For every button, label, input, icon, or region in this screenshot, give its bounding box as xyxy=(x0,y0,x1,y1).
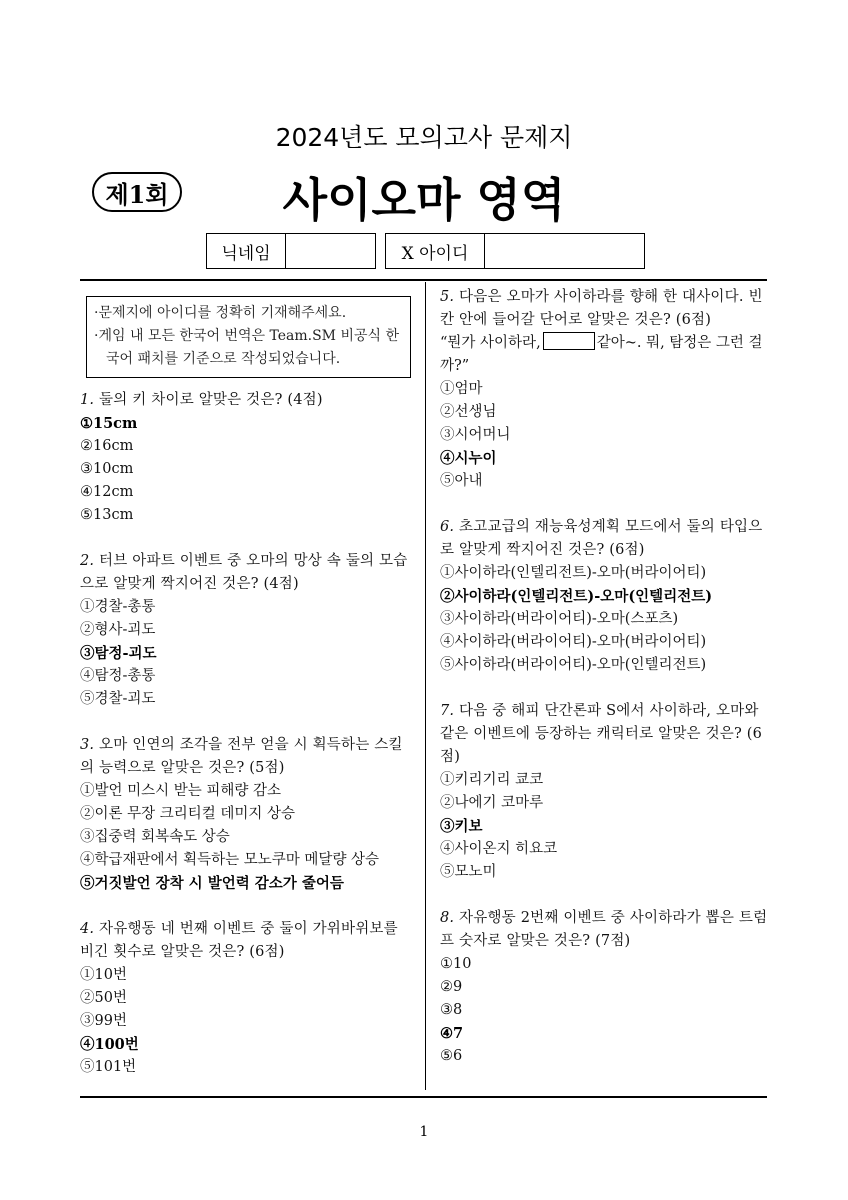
question-text: 터브 아파트 이벤트 중 오마의 망상 속 둘의 모습으로 알맞게 짝지어진 것은? (4점) xyxy=(80,553,408,592)
left-column xyxy=(80,389,410,1079)
question-5 xyxy=(440,286,770,493)
question-7 xyxy=(440,700,770,884)
answer-option: ①키리기리 쿄코 xyxy=(440,772,544,788)
question-stem xyxy=(440,700,770,769)
answer-option: ⑤아내 xyxy=(440,473,483,489)
answer-option: ②16cm xyxy=(80,438,134,454)
answer-option: ③집중력 회복속도 상승 xyxy=(80,829,230,845)
quote-before: “뭔가 사이하라, xyxy=(440,335,541,351)
answer-option: ⑤경찰-괴도 xyxy=(80,691,156,707)
exam-title: 2024년도 모의고사 문제지 xyxy=(275,123,573,152)
question-number: 6. xyxy=(440,519,455,535)
top-divider xyxy=(80,279,767,281)
answer-option: ⑤13cm xyxy=(80,507,134,523)
notice-box xyxy=(86,296,411,378)
xid-label: X 아이디 xyxy=(386,234,485,268)
question-text: 오마 인연의 조각을 전부 얻을 시 획득하는 스킬의 능력으로 알맞은 것은? (5점) xyxy=(80,737,403,776)
question-stem xyxy=(440,286,770,332)
column-divider xyxy=(425,282,426,1090)
answer-option: ③탐정-괴도 xyxy=(80,645,157,662)
question-number: 2. xyxy=(80,553,95,569)
question-8 xyxy=(440,907,770,1068)
question-number: 3. xyxy=(80,737,95,753)
answer-option: ③키보 xyxy=(440,818,483,835)
round-badge: 제1회 xyxy=(92,172,182,212)
page-number: 1 xyxy=(419,1124,429,1140)
question-number: 8. xyxy=(440,910,455,926)
question-6 xyxy=(440,516,770,677)
notice-line: ·문제지에 아이디를 정확히 기재해주세요. xyxy=(94,305,347,321)
nickname-field[interactable] xyxy=(286,234,375,268)
question-text: 자유행동 2번째 이벤트 중 사이하라가 뽑은 트럼프 숫자로 알맞은 것은? (7점) xyxy=(440,910,768,949)
answer-option: ①사이하라(인텔리전트)-오마(버라이어티) xyxy=(440,565,707,581)
question-4 xyxy=(80,918,410,1079)
answer-option: ③99번 xyxy=(80,1013,127,1029)
answer-option: ③시어머니 xyxy=(440,427,511,443)
question-text: 다음은 오마가 사이하라를 향해 한 대사이다. 빈 칸 안에 들어갈 단어로 알맞은 것은? (6점) xyxy=(440,289,763,328)
question-stem xyxy=(80,389,410,412)
answer-option: ②사이하라(인텔리전트)-오마(인텔리전트) xyxy=(440,588,713,605)
answer-option: ①발언 미스시 받는 피해량 감소 xyxy=(80,783,282,799)
question-stem xyxy=(440,907,770,953)
question-2 xyxy=(80,550,410,711)
subject-title: 사이오마 영역 xyxy=(282,173,566,227)
question-text: 둘의 키 차이로 알맞은 것은? (4점) xyxy=(94,392,323,408)
answer-option: ②50번 xyxy=(80,990,127,1006)
answer-option: ①10번 xyxy=(80,967,127,983)
answer-option: ⑤사이하라(버라이어티)-오마(인텔리전트) xyxy=(440,657,707,673)
answer-option: ②9 xyxy=(440,979,463,995)
bottom-divider xyxy=(80,1096,767,1098)
answer-option: ③사이하라(버라이어티)-오마(스포츠) xyxy=(440,611,679,627)
question-number: 5. xyxy=(440,289,455,305)
answer-option: ②이론 무장 크리티컬 데미지 상승 xyxy=(80,806,296,822)
answer-option: ④사이온지 히요코 xyxy=(440,841,558,857)
xid-field[interactable] xyxy=(485,234,644,268)
quote-after: 같아~. 뭐, 탐정은 그런 걸까?” xyxy=(440,335,763,374)
answer-option: ③10cm xyxy=(80,461,134,477)
dialogue-quote xyxy=(440,332,770,378)
answer-option: ①경찰-총통 xyxy=(80,599,156,615)
question-text: 초고교급의 재능육성계획 모드에서 둘의 타입으로 알맞게 짝지어진 것은? (6점) xyxy=(440,519,763,558)
notice-line: ·게임 내 모든 한국어 번역은 Team.SM 비공식 한국어 패치를 기준으로 작성되었습니다. xyxy=(94,328,399,367)
answer-option: ③8 xyxy=(440,1002,463,1018)
answer-option: ②형사-괴도 xyxy=(80,622,156,638)
question-number: 7. xyxy=(440,703,455,719)
answer-option: ④사이하라(버라이어티)-오마(버라이어티) xyxy=(440,634,707,650)
question-stem xyxy=(440,516,770,562)
question-1 xyxy=(80,389,410,527)
answer-blank xyxy=(543,332,595,350)
answer-option: ①10 xyxy=(440,956,472,972)
answer-option: ②나에기 코마루 xyxy=(440,795,544,811)
xid-box xyxy=(385,233,645,269)
answer-option: ⑤101번 xyxy=(80,1059,137,1075)
answer-option: ④7 xyxy=(440,1025,464,1042)
question-3 xyxy=(80,734,410,895)
question-stem xyxy=(80,918,410,964)
answer-option: ④12cm xyxy=(80,484,134,500)
answer-option: ④100번 xyxy=(80,1036,139,1053)
question-text: 자유행동 네 번째 이벤트 중 둘이 가위바위보를 비긴 횟수로 알맞은 것은? (6점) xyxy=(80,921,398,960)
answer-option: ⑤모노미 xyxy=(440,864,497,880)
question-number: 4. xyxy=(80,921,95,937)
question-stem xyxy=(80,734,410,780)
answer-option: ⑤거짓발언 장착 시 발언력 감소가 줄어듬 xyxy=(80,875,344,892)
question-number: 1. xyxy=(80,392,95,408)
question-text: 다음 중 해피 단간론파 S에서 사이하라, 오마와 같은 이벤트에 등장하는 캐릭터로 알맞은 것은? (6점) xyxy=(440,703,763,765)
answer-option: ④학급재판에서 획득하는 모노쿠마 메달량 상승 xyxy=(80,852,380,868)
question-stem xyxy=(80,550,410,596)
answer-option: ⑤6 xyxy=(440,1048,463,1064)
nickname-label: 닉네임 xyxy=(207,234,286,268)
answer-option: ②선생님 xyxy=(440,404,497,420)
answer-option: ①15cm xyxy=(80,415,138,432)
right-column xyxy=(440,286,770,1068)
answer-option: ①엄마 xyxy=(440,381,483,397)
nickname-box xyxy=(206,233,376,269)
answer-option: ④탐정-총통 xyxy=(80,668,156,684)
answer-option: ④시누이 xyxy=(440,450,497,467)
